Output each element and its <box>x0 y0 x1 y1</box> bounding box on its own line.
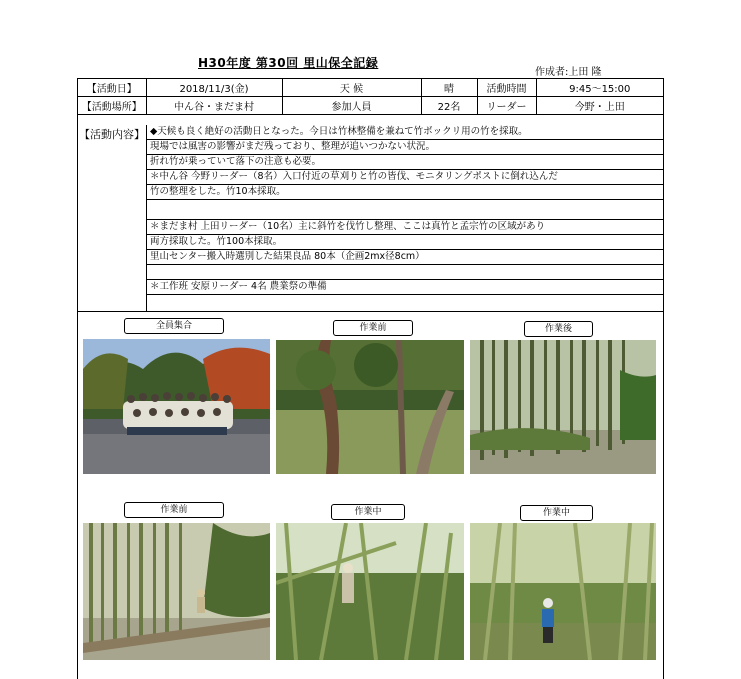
place-label: 【活動場所】 <box>78 97 146 115</box>
header-row-place <box>78 97 663 115</box>
content-label: 【活動内容】 <box>79 128 145 141</box>
photo-caption: 作業前 <box>124 502 224 518</box>
photo-caption: 作業中 <box>520 505 593 521</box>
place-value: 中ん谷・まだま村 <box>146 97 282 115</box>
content-line: ＊工作班 安原リーダー 4名 農業祭の準備 <box>147 280 663 295</box>
content-line: 両方採取した。竹100本採取。 <box>147 235 663 250</box>
time-value: 9:45〜15:00 <box>536 79 663 97</box>
content-line <box>147 265 663 280</box>
leader-value: 今野・上田 <box>536 97 663 115</box>
weather-label: 天 候 <box>282 79 421 97</box>
participants-value: 22名 <box>421 97 477 115</box>
content-line: 竹の整理をした。竹10本採取。 <box>147 185 663 200</box>
photo-caption: 作業後 <box>524 321 593 337</box>
content-line: 現場では風害の影響がまだ残っており、整理が追いつかない状況。 <box>147 140 663 155</box>
content-line: 折れ竹が乗っていて落下の注意も必要。 <box>147 155 663 170</box>
content-line <box>147 200 663 220</box>
during-work-photo-2 <box>470 523 656 660</box>
leader-label: リーダー <box>477 97 536 115</box>
group-photo <box>83 339 270 474</box>
header-table <box>78 79 663 115</box>
record-title: H30年度 第30回 里山保全記録 <box>198 56 379 70</box>
during-work-photo <box>276 523 464 660</box>
participants-label: 参加人員 <box>282 97 421 115</box>
date-label: 【活動日】 <box>78 79 146 97</box>
date-value: 2018/11/3(金) <box>146 79 282 97</box>
photo-caption: 作業前 <box>333 320 413 336</box>
content-line <box>147 295 663 309</box>
after-work-photo <box>470 340 656 474</box>
photo-caption: 全員集合 <box>124 318 224 334</box>
author: 作成者:上田 隆 <box>535 67 602 78</box>
content-line: 里山センター搬入時選別した結果良品 80本（企画2mx径8cm） <box>147 250 663 265</box>
time-label: 活動時間 <box>477 79 536 97</box>
before-work-photo-2 <box>83 523 270 660</box>
before-work-photo <box>276 340 464 474</box>
content-line: ＊中ん谷 今野リーダー（8名）入口付近の草刈りと竹の皆伐、モニタリングポストに倒れ込んだ <box>147 170 663 185</box>
content-line: ◆天候も良く絶好の活動日となった。今日は竹林整備を兼ねて竹ボックリ用の竹を採取。 <box>147 125 663 140</box>
weather-value: 晴 <box>421 79 477 97</box>
content-line: ＊まだま村 上田リーダー（10名）主に斜竹を伐竹し整理、ここは真竹と孟宗竹の区域があり <box>147 220 663 235</box>
photo-caption: 作業中 <box>331 504 405 520</box>
header-row-date <box>78 79 663 97</box>
activity-content <box>78 125 663 312</box>
